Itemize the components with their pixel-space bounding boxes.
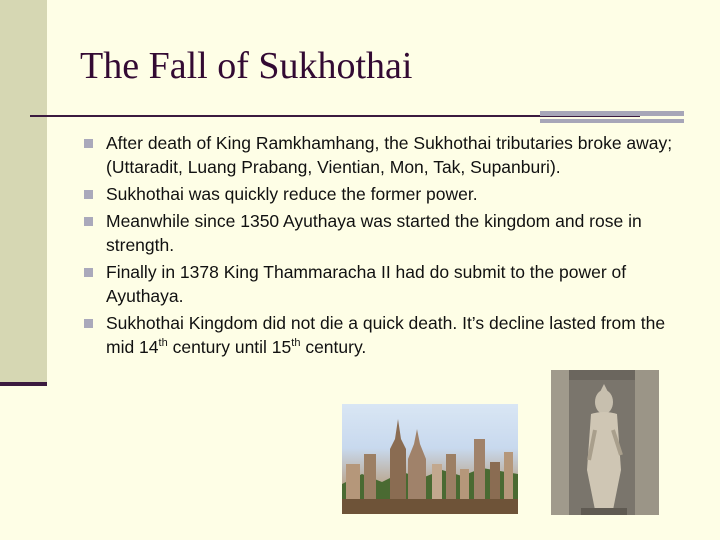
bullet-item — [84, 131, 694, 179]
left-decor-accent — [0, 382, 47, 386]
bullet-item — [84, 260, 694, 308]
buddha-statue-photo — [551, 370, 659, 515]
bullet-text-part: Sukhothai Kingdom did not die a quick death. It’s decline lasted from the mid 14 — [106, 313, 666, 357]
title-divider-accent — [540, 111, 684, 116]
temple-ruins-illustration — [342, 404, 518, 514]
bullet-text: Meanwhile since 1350 Ayuthaya was started the kingdom and rose in strength. — [106, 211, 642, 255]
buddha-statue-illustration — [551, 370, 659, 515]
bullet-list — [84, 131, 694, 362]
bullet-text — [106, 313, 665, 357]
bullet-item — [84, 209, 694, 257]
square-bullet-icon — [84, 268, 93, 277]
square-bullet-icon — [84, 139, 93, 148]
title-divider-accent-lower — [540, 119, 684, 123]
square-bullet-icon — [84, 319, 93, 328]
left-decor-band — [0, 0, 47, 382]
square-bullet-icon — [84, 217, 93, 226]
bullet-text: Sukhothai was quickly reduce the former power. — [106, 184, 478, 204]
bullet-item — [84, 311, 694, 359]
bullet-text: Finally in 1378 King Thammaracha II had do submit to the power of Ayuthaya. — [106, 262, 627, 306]
ordinal-suffix: th — [291, 337, 301, 350]
ordinal-suffix: th — [158, 337, 168, 350]
bullet-text-part: century until 15 — [167, 337, 292, 357]
square-bullet-icon — [84, 190, 93, 199]
temple-ruins-photo — [342, 404, 518, 514]
bullet-text-part: century. — [300, 337, 367, 357]
bullet-text: After death of King Ramkhamhang, the Sukhothai tributaries broke away; (Uttaradit, Luang Prabang, Vientian, Mon, Tak, Supanburi). — [106, 133, 673, 177]
slide-title: The Fall of Sukhothai — [80, 45, 413, 87]
bullet-item — [84, 182, 694, 206]
